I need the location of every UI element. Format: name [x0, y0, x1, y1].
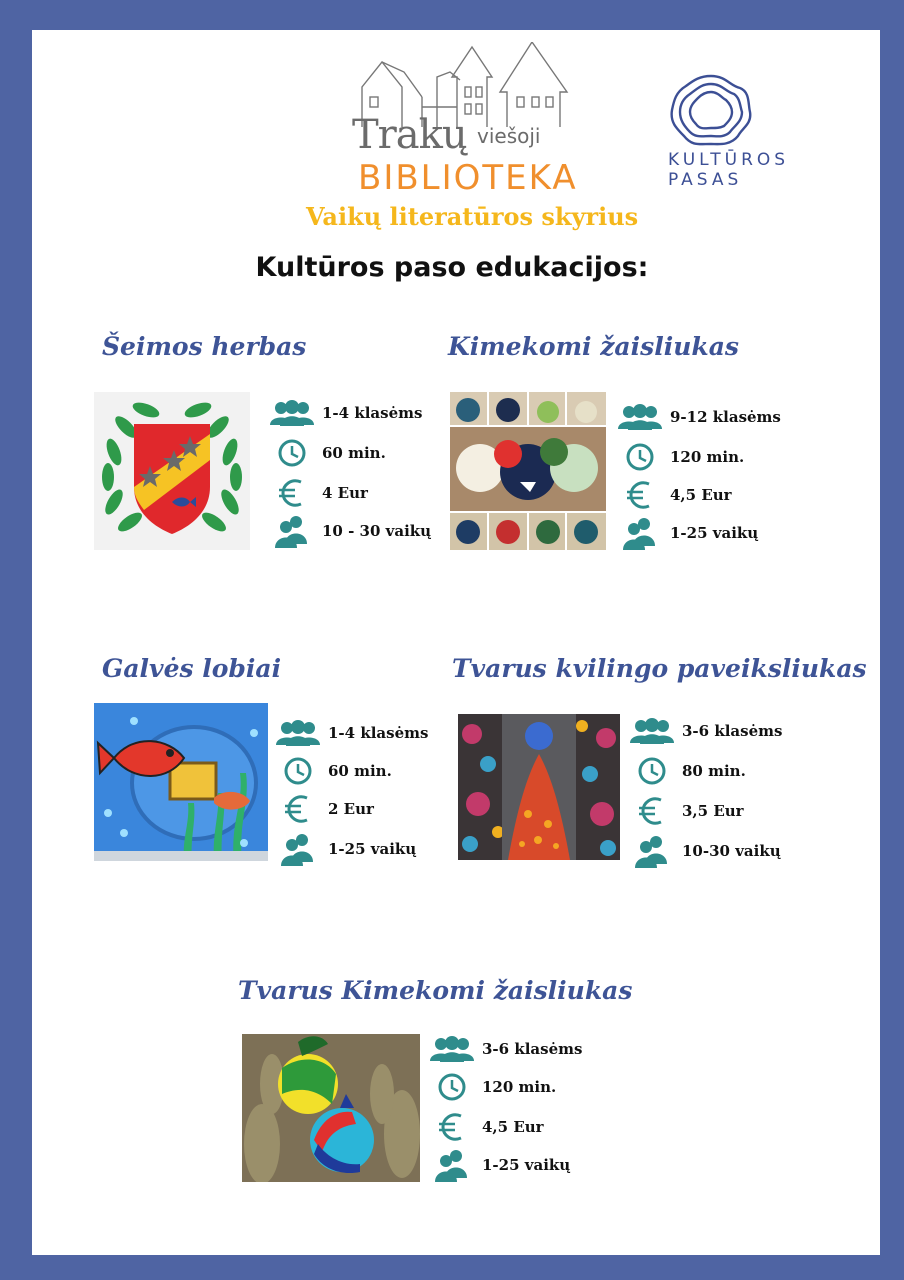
tvarus-kimekomi-photo: [242, 1034, 420, 1182]
grades-text: 9-12 klasėms: [670, 408, 781, 426]
section-title-kvilingo: Tvarus kvilingo paveiksliukas: [452, 654, 867, 683]
euro-icon: [270, 476, 314, 510]
kulturos-pasas-line2: PASAS: [668, 170, 743, 190]
people-icon: [276, 832, 320, 866]
section-title-tvarus-kimekomi: Tvarus Kimekomi žaisliukas: [238, 976, 633, 1005]
group-size-text: 1-25 vaikų: [670, 524, 759, 542]
group-icon: [630, 714, 674, 748]
group-icon: [430, 1032, 474, 1066]
duration-text: 120 min.: [482, 1078, 557, 1096]
people-icon: [618, 516, 662, 550]
group-size-text: 1-25 vaikų: [482, 1156, 571, 1174]
section-title-seimos-herbas: Šeimos herbas: [102, 332, 307, 361]
duration-text: 60 min.: [328, 762, 392, 780]
clock-icon: [270, 436, 314, 470]
section-title-galves-lobiai: Galvės lobiai: [102, 654, 282, 683]
kulturos-pasas-logo: [668, 72, 818, 192]
grades-text: 1-4 klasėms: [322, 404, 423, 422]
price-text: 3,5 Eur: [682, 802, 744, 820]
people-icon: [630, 834, 674, 868]
coat-of-arms-photo: [94, 392, 250, 550]
section-title-kimekomi: Kimekomi žaisliukas: [448, 332, 739, 361]
grades-text: 3-6 klasėms: [682, 722, 783, 740]
duration-text: 60 min.: [322, 444, 386, 462]
duration-text: 80 min.: [682, 762, 746, 780]
people-icon: [270, 514, 314, 548]
grades-text: 3-6 klasėms: [482, 1040, 583, 1058]
group-icon: [276, 716, 320, 750]
logo-trakai: Trakų: [352, 112, 467, 158]
duration-text: 120 min.: [670, 448, 745, 466]
group-size-text: 10-30 vaikų: [682, 842, 781, 860]
clock-icon: [276, 754, 320, 788]
group-icon: [270, 396, 314, 430]
logo-biblioteka: BIBLIOTEKA: [358, 158, 578, 198]
grades-text: 1-4 klasėms: [328, 724, 429, 742]
logo-viesoji: viešoji: [477, 124, 541, 148]
clock-icon: [618, 440, 662, 474]
group-size-text: 1-25 vaikų: [328, 840, 417, 858]
page-title: Kultūros paso edukacijos:: [255, 252, 649, 283]
price-text: 2 Eur: [328, 800, 374, 818]
people-icon: [430, 1148, 474, 1182]
group-size-text: 10 - 30 vaikų: [322, 522, 432, 540]
euro-icon: [618, 478, 662, 512]
price-text: 4,5 Eur: [670, 486, 732, 504]
logo-department: Vaikų literatūros skyrius: [306, 202, 639, 231]
price-text: 4,5 Eur: [482, 1118, 544, 1136]
library-logo: [306, 42, 639, 252]
clock-icon: [430, 1070, 474, 1104]
kvilingo-photo: [458, 714, 620, 860]
euro-icon: [430, 1110, 474, 1144]
poster: [32, 30, 880, 1255]
price-text: 4 Eur: [322, 484, 368, 502]
kulturos-pasas-line1: KULTŪROS: [668, 150, 790, 170]
clock-icon: [630, 754, 674, 788]
euro-icon: [630, 794, 674, 828]
kimekomi-photo: [450, 392, 606, 550]
kulturos-pasas-emblem-icon: [668, 72, 754, 148]
galves-lobiai-photo: [94, 703, 268, 861]
euro-icon: [276, 792, 320, 826]
group-icon: [618, 400, 662, 434]
